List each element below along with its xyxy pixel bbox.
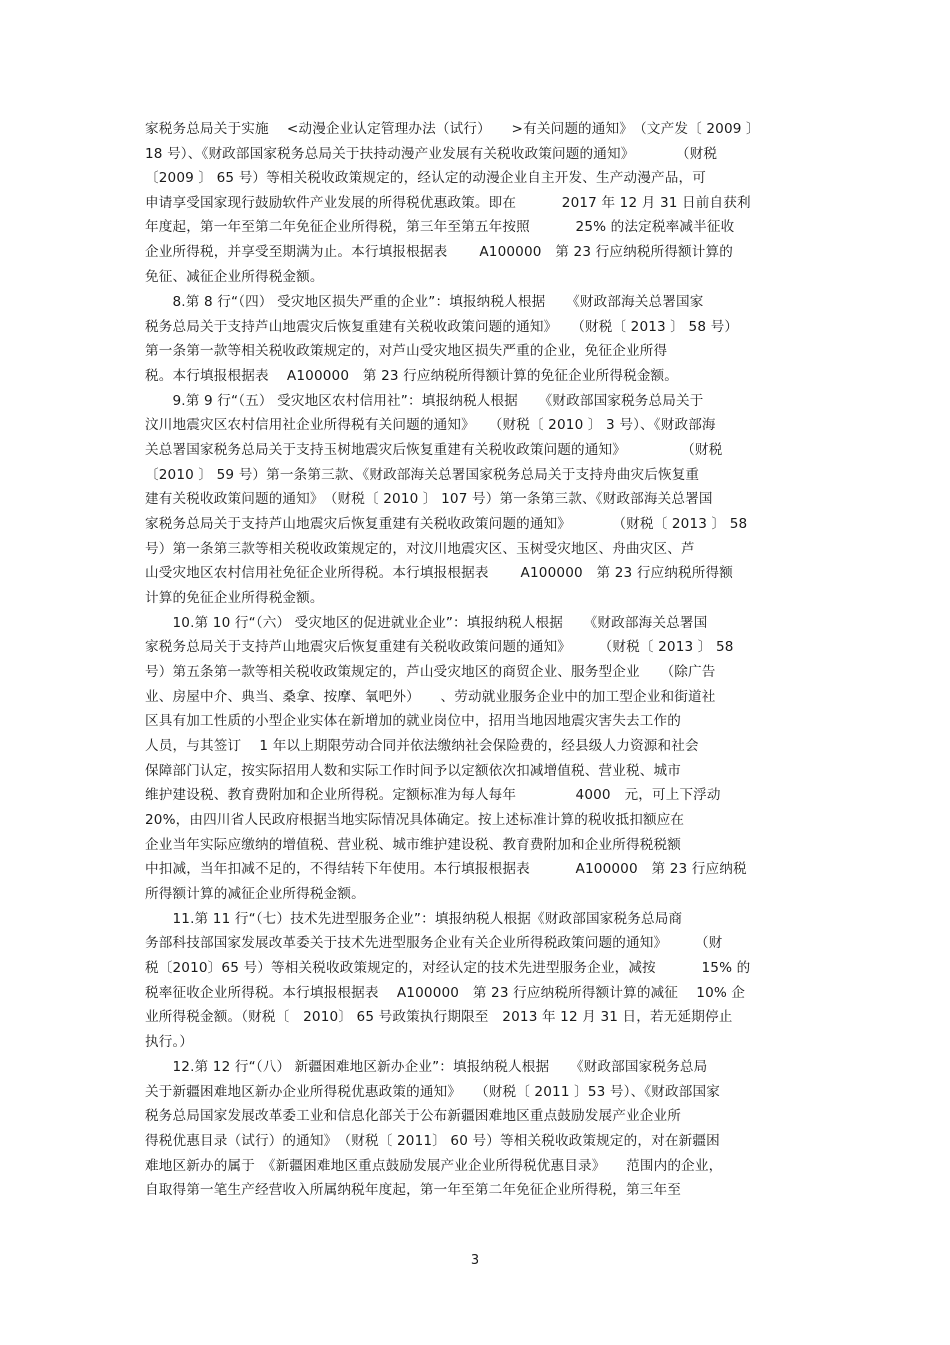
- text-line: 得税优惠目录（试行）的通知》 （财税〔 2011〕 60 号）等相关税收政策规定的，对在新疆困: [145, 1133, 720, 1149]
- text-line: 号）第五条第一款等相关税收政策规定的，芦山受灾地区的商贸企业、服务型企业 （除广告: [145, 664, 716, 680]
- text-line: 〔2009 〕 65 号）等相关税收政策规定的，经认定的动漫企业自主开发、生产动漫产品，可: [145, 170, 706, 186]
- text-line: 业、房屋中介、典当、桑拿、按摩、氧吧外） 、劳动就业服务企业中的加工型企业和街道社: [145, 689, 716, 705]
- text-line: 家税务总局关于支持芦山地震灾后恢复重建有关税收政策问题的通知》 （财税〔 2013 〕 58: [145, 639, 734, 655]
- text-line: 税务总局国家发展改革委工业和信息化部关于公布新疆困难地区重点鼓励发展产业企业所: [145, 1108, 682, 1124]
- text-line: 家税务总局关于实施 <动漫企业认定管理办法（试行） >有关问题的通知》 （文产发〔 2009 〕: [145, 121, 760, 137]
- text-line: 20%，由四川省人民政府根据当地实际情况具体确定。按上述标准计算的税收抵扣额应在: [145, 812, 685, 828]
- text-line: 建有关税收政策问题的通知》 （财税〔 2010 〕 107 号）第一条第三款、《财政部海关总署国: [145, 491, 713, 507]
- text-line: 〔2010 〕 59 号）第一条第三款、《财政部海关总署国家税务总局关于支持舟曲灾后恢复重: [145, 467, 700, 483]
- text-line: 保障部门认定，按实际招用人数和实际工作时间予以定额依次扣减增值税、营业税、城市: [145, 763, 682, 779]
- text-line: 业所得税金额。（财税〔 2010〕 65 号政策执行期限至 2013 年 12 月 31 日，若无延期停止: [145, 1009, 733, 1025]
- text-line: 9.第 9 行“（五） 受灾地区农村信用社”：填报纳税人根据 《财政部国家税务总局关于: [145, 393, 704, 409]
- text-line: 年度起，第一年至第二年免征企业所得税，第三年至第五年按照 25% 的法定税率减半征收: [145, 219, 735, 235]
- text-line: 维护建设税、教育费附加和企业所得税。定额标准为每人每年 4000 元，可上下浮动: [145, 787, 721, 803]
- text-line: 12.第 12 行“（八） 新疆困难地区新办企业”：填报纳税人根据 《财政部国家税务总局: [145, 1059, 708, 1075]
- text-line: 税。本行填报根据表 A100000 第 23 行应纳税所得额计算的免征企业所得税金额。: [145, 368, 679, 384]
- text-line: 税〔2010〕65 号）等相关税收政策规定的，对经认定的技术先进型服务企业，减按 15% 的: [145, 960, 751, 976]
- page-number: 3: [470, 1253, 480, 1268]
- text-line: 计算的免征企业所得税金额。: [145, 590, 324, 606]
- text-line: 10.第 10 行“（六） 受灾地区的促进就业企业”：填报纳税人根据 《财政部海关总署国: [145, 615, 708, 631]
- text-line: 难地区新办的属于 《新疆困难地区重点鼓励发展产业企业所得税优惠目录》 范围内的企业，: [145, 1158, 723, 1174]
- text-line: 执行。）: [145, 1034, 194, 1050]
- text-line: 家税务总局关于支持芦山地震灾后恢复重建有关税收政策问题的通知》 （财税〔 2013 〕 58: [145, 516, 748, 532]
- text-line: 中扣减，当年扣减不足的，不得结转下年使用。本行填报根据表 A100000 第 23 行应纳税: [145, 861, 747, 877]
- text-line: 申请享受国家现行鼓励软件产业发展的所得税优惠政策。即在 2017 年 12 月 31 日前自获利: [145, 195, 751, 211]
- text-line: 自取得第一笔生产经营收入所属纳税年度起，第一年至第二年免征企业所得税，第三年至: [145, 1182, 682, 1198]
- text-line: 汶川地震灾区农村信用社企业所得税有关问题的通知》 （财税〔 2010 〕 3 号）、《财政部海: [145, 417, 716, 433]
- text-line: 关于新疆困难地区新办企业所得税优惠政策的通知》 （财税〔 2011 〕53 号）、《财政部国家: [145, 1084, 721, 1100]
- text-line: 所得额计算的减征企业所得税金额。: [145, 886, 365, 902]
- text-line: 11.第 11 行“（七）技术先进型服务企业”：填报纳税人根据《财政部国家税务总局商: [145, 911, 683, 927]
- text-line: 企业所得税，并享受至期满为止。本行填报根据表 A100000 第 23 行应纳税所得额计算的: [145, 244, 734, 260]
- text-line: 税率征收企业所得税。本行填报根据表 A100000 第 23 行应纳税所得额计算的减征 10% 企: [145, 985, 746, 1001]
- text-line: 关总署国家税务总局关于支持玉树地震灾后恢复重建有关税收政策问题的通知》 （财税: [145, 442, 723, 458]
- text-line: 第一条第一款等相关税收政策规定的，对芦山受灾地区损失严重的企业，免征企业所得: [145, 343, 668, 359]
- text-line: 务部科技部国家发展改革委关于技术先进型服务企业有关企业所得税政策问题的通知》 （财: [145, 935, 723, 951]
- text-line: 企业当年实际应缴纳的增值税、营业税、城市维护建设税、教育费附加和企业所得税税额: [145, 837, 682, 853]
- text-line: 人员，与其签订 1 年以上期限劳动合同并依法缴纳社会保险费的，经县级人力资源和社会: [145, 738, 699, 754]
- text-line: 8.第 8 行“（四） 受灾地区损失严重的企业”：填报纳税人根据 《财政部海关总署国家: [145, 294, 704, 310]
- text-line: 区具有加工性质的小型企业实体在新增加的就业岗位中，招用当地因地震灾害失去工作的: [145, 713, 682, 729]
- text-line: 号）第一条第三款等相关税收政策规定的，对汶川地震灾区、玉树受灾地区、舟曲灾区、芦: [145, 541, 695, 557]
- text-line: 山受灾地区农村信用社免征企业所得税。本行填报根据表 A100000 第 23 行应纳税所得额: [145, 565, 734, 581]
- text-line: 18 号）、《财政部国家税务总局关于扶持动漫产业发展有关税收政策问题的通知》 （财税: [145, 146, 718, 162]
- text-line: 免征、减征企业所得税金额。: [145, 269, 324, 285]
- text-line: 税务总局关于支持芦山地震灾后恢复重建有关税收政策问题的通知》 （财税〔 2013 〕 58 号）: [145, 319, 739, 335]
